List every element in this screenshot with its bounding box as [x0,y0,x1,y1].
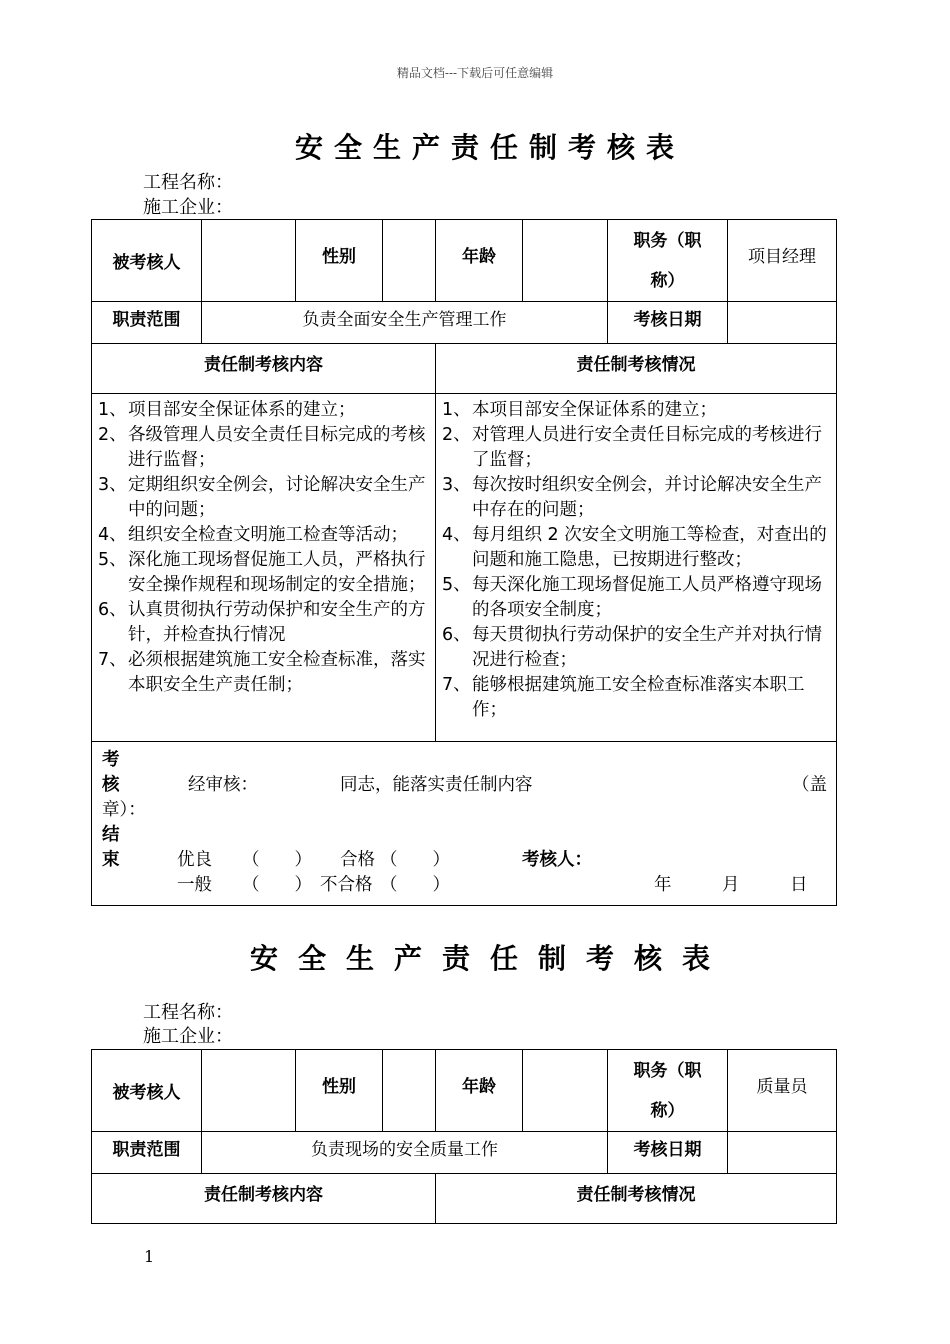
position-label [608,1050,728,1132]
gender-label: 性别 [296,1050,383,1132]
assessor-label: 考核人： [522,850,592,870]
content-list [92,394,436,742]
assess-date-label: 考核日期 [608,1132,728,1174]
age-label: 年龄 [436,220,523,302]
conclusion-label-char: 结 [102,825,120,845]
page-number: 1 [144,1247,155,1266]
age-label: 年龄 [436,1050,523,1132]
assessment-table-1 [91,219,837,906]
list-item: 5、 每天深化施工现场督促施工人员严格遵守现场的各项安全制度； [442,575,822,620]
date-day: 日 [790,875,808,895]
position-value: 质量员 [728,1050,837,1132]
list-item: 5、 深化施工现场督促施工人员，严格执行安全操作规程和现场制定的安全措施； [98,550,426,595]
age-value [523,220,608,302]
grade-general-box: （ ） [242,875,312,895]
position-label-line2: 称） [650,270,685,291]
list-item: 2、 各级管理人员安全责任目标完成的考核进行监督； [98,425,426,470]
assessee-label: 被考核人 [92,1050,202,1132]
list-item: 2、 对管理人员进行安全责任目标完成的考核进行了监督； [442,425,822,470]
company-label: 施工企业： [143,197,233,218]
grade-excellent: 优良 [177,850,212,870]
form-title-2: 安全生产责任制考核表 [249,942,730,975]
status-list [436,394,837,742]
gender-value [383,1050,436,1132]
grade-general: 一般 [177,875,212,895]
list-item: 7、 必须根据建筑施工安全检查标准，落实本职安全生产责任制； [98,650,426,695]
list-item: 4、 组织安全检查文明施工检查等活动； [98,525,408,545]
grade-excellent-box: （ ） [242,850,312,870]
date-year: 年 [654,875,672,895]
position-label-line1: 职务（职 [633,1060,702,1081]
seal-note-part2: 章）： [102,800,146,820]
grade-fail: 不合格 [320,875,373,895]
list-item: 6、 每天贯彻执行劳动保护的安全生产并对执行情况进行检查； [442,625,822,670]
position-label-line2: 称） [650,1100,685,1121]
seal-note-part1: （盖 [792,775,827,795]
assess-date-label: 考核日期 [608,302,728,344]
conclusion-label-char: 束 [102,850,120,870]
scope-value: 负责现场的安全质量工作 [202,1132,608,1174]
list-item: 1、 项目部安全保证体系的建立； [98,400,356,420]
content-header: 责任制考核内容 [92,1174,436,1224]
age-value [523,1050,608,1132]
assessee-value [202,1050,296,1132]
list-item: 1、 本项目部安全保证体系的建立； [442,400,717,420]
grade-fail-box: （ ） [380,875,450,895]
status-header: 责任制考核情况 [436,1174,837,1224]
conclusion-cell [92,742,837,906]
content-header: 责任制考核内容 [92,344,436,394]
date-month: 月 [722,875,740,895]
project-name-label-2: 工程名称： [143,1002,233,1023]
conclusion-label-char: 核 [102,775,120,795]
position-label [608,220,728,302]
scope-label: 职责范围 [92,302,202,344]
position-value: 项目经理 [728,220,837,302]
assess-date-value [728,302,837,344]
status-header: 责任制考核情况 [436,344,837,394]
list-item: 4、 每月组织 2 次安全文明施工等检查，对查出的问题和施工隐患，已按期进行整改； [442,525,827,570]
assessment-table-2 [91,1049,837,1224]
conclusion-label-char: 考 [102,750,120,770]
grade-pass: 合格 [340,850,375,870]
grade-pass-box: （ ） [380,850,450,870]
project-name-label: 工程名称： [143,172,233,193]
header-note: 精品文档---下载后可任意编辑 [396,66,554,80]
assessee-value [202,220,296,302]
position-label-line1: 职务（职 [633,230,702,251]
assess-date-value [728,1132,837,1174]
list-item: 6、 认真贯彻执行劳动保护和安全生产的方针，并检查执行情况 [98,600,426,645]
gender-value [383,220,436,302]
scope-value: 负责全面安全生产管理工作 [202,302,608,344]
list-item: 3、 每次按时组织安全例会，并讨论解决安全生产中存在的问题； [442,475,822,520]
review-text: 同志，能落实责任制内容 [340,775,533,795]
gender-label: 性别 [296,220,383,302]
review-label: 经审核： [188,775,258,795]
list-item: 7、 能够根据建筑施工安全检查标准落实本职工作； [442,675,805,720]
scope-label: 职责范围 [92,1132,202,1174]
form-title: 安全生产责任制考核表 [294,131,685,164]
list-item: 3、 定期组织安全例会，讨论解决安全生产中的问题； [98,475,426,520]
company-label-2: 施工企业： [143,1026,233,1047]
assessee-label: 被考核人 [92,220,202,302]
